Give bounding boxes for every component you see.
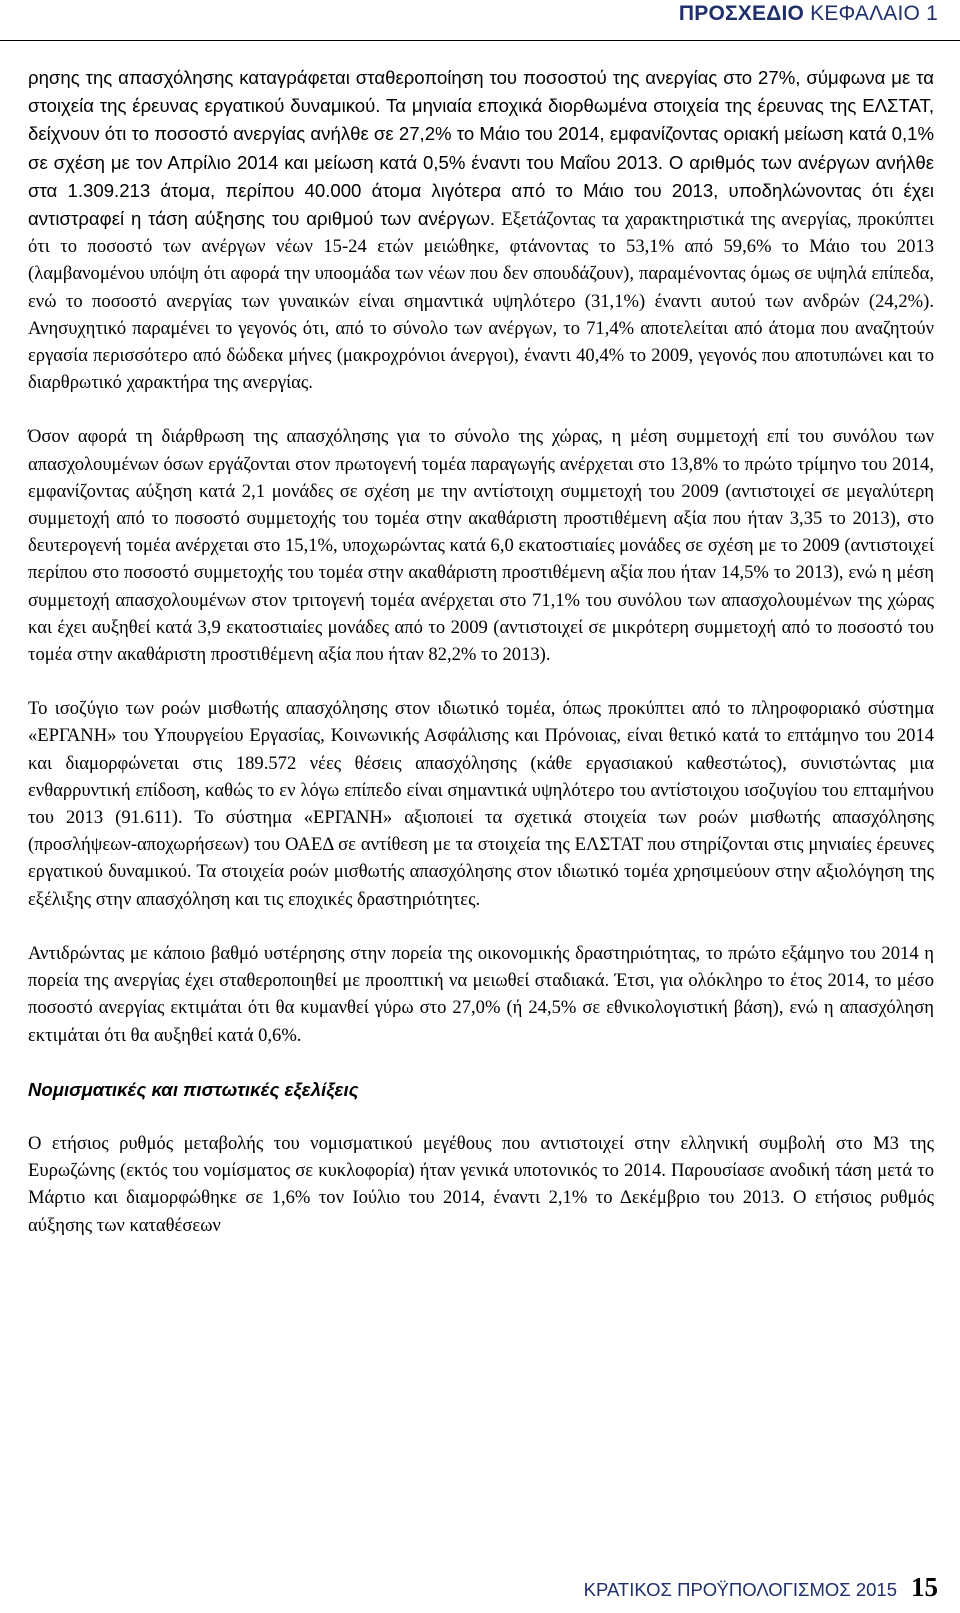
running-header	[679, 2, 938, 26]
header-divider	[0, 40, 960, 41]
paragraph-ergani-flows: Το ισοζύγιο των ροών μισθωτής απασχόλησης στον ιδιωτικό τομέα, όπως προκύπτει από το πληροφοριακό σύστημα «ΕΡΓΑΝΗ» του Υπουργείου Εργασίας, Κοινωνικής Ασφάλισης και Πρόνοιας, είναι θετικό κατά το επτάμηνο του 2014 και διαμορφώνεται στις 189.572 νέες θέσεις απασχόλησης (κάθε εργασιακού καθεστώτος), συνιστώντας μια ενθαρρυντική επίδοση, καθώς το εν λόγω επίπεδο είναι σημαντικά υψηλότερο του αντίστοιχου ισοζυγίου του επταμήνου του 2013 (91.611). Το σύστημα «ΕΡΓΑΝΗ» αξιοποιεί τα σχετικά στοιχεία των ροών μισθωτής απασχόλησης (προσλήψεων-αποχωρήσεων) του ΟΑΕΔ σε αντίθεση με τα στοιχεία της ΕΛΣΤΑΤ που στηρίζονται στις μηνιαίες έρευνες εργατικού δυναμικού. Τα στοιχεία ροών μισθωτής απασχόλησης στον ιδιωτικό τομέα χρησιμεύουν στην αξιολόγηση της εξέλιξης στην απασχόληση και τις εποχικές δραστηριότητες.	[28, 698, 934, 910]
paragraph-unemployment-sans-part: ρησης της απασχόλησης καταγράφεται σταθεροποίηση του ποσοστού της ανεργίας στο 27%, σύμφωνα με τα στοιχεία της έρευνας εργατικού δυναμικού. Τα μηνιαία εποχικά διορθωμένα στοιχεία της έρευνας της ΕΛΣΤΑΤ, δείχνουν ότι το ποσοστό ανεργίας ανήλθε σε 27,2% το Μάιο του 2014, εμφανίζοντας οριακή μείωση κατά 0,1% σε σχέση με τον Απρίλιο 2014 και μείωση κατά 0,5% έναντι του Μαΐου 2013. Ο αριθμός των ανέργων ανήλθε στα 1.309.213 άτομα, περίπου 40.000 άτομα λιγότερα από το Μάιο του 2013, υποδηλώνοντας ότι έχει αντιστραφεί η τάση αύξησης του αριθμού των ανέργων.	[28, 67, 934, 230]
section-heading-monetary: Νομισματικές και πιστωτικές εξελίξεις	[28, 1078, 359, 1100]
header-section-label: ΠΡΟΣΧΕΔΙΟ	[678, 2, 805, 25]
running-footer	[584, 1572, 938, 1603]
page-number: 15	[911, 1572, 938, 1602]
paragraph-monetary: Ο ετήσιος ρυθμός μεταβολής του νομισματικού μεγέθους που αντιστοιχεί στην ελληνική συμβολή στο Μ3 της Ευρωζώνης (εκτός του νομίσματος σε κυκλοφορία) ήταν γενικά υποτονικός το 2014. Παρουσίασε ανοδική τάση μετά το Μάρτιο και διαμορφώθηκε σε 1,6% τον Ιούλιο του 2014, έναντι 2,1% το Δεκέμβριο του 2013. Ο ετήσιος ρυθμός αύξησης των καταθέσεων	[28, 1132, 934, 1236]
paragraph-unemployment	[28, 64, 934, 396]
document-body	[28, 64, 934, 1239]
header-chapter-label: ΚΕΦΑΛΑΙΟ 1	[810, 2, 938, 25]
paragraph-unemployment-serif-part: Εξετάζοντας τα χαρακτηριστικά της ανεργίας, προκύπτει ότι το ποσοστό των ανέργων νέων 15-24 ετών μειώθηκε, φτάνοντας το 53,1% από 59,6% το Μάιο του 2013 (λαμβανομένου υπόψη ότι αφορά την υποομάδα των νέων που δεν σπουδάζουν), παραμένοντας όμως σε υψηλά επίπεδα, ενώ το ποσοστό ανεργίας των γυναικών είναι σημαντικά υψηλότερο (31,1%) έναντι αυτού των ανδρών (24,2%). Ανησυχητικό παραμένει το γεγονός ότι, από το σύνολο των ανέργων, το 71,4% αποτελείται από άτομα που αναζητούν εργασία περισσότερο από δώδεκα μήνες (μακροχρόνιοι άνεργοι), έναντι 40,4% το 2009, γεγονός που αποτυπώνει και το διαρθρωτικό χαρακτήρα της ανεργίας.	[28, 209, 934, 394]
footer-document-title: ΚΡΑΤΙΚΟΣ ΠΡΟΫΠΟΛΟΓΙΣΜΟΣ 2015	[583, 1579, 897, 1600]
paragraph-employment-structure: Όσον αφορά τη διάρθρωση της απασχόλησης για το σύνολο της χώρας, η μέση συμμετοχή επί του συνόλου των απασχολουμένων όσων εργάζονται στον πρωτογενή τομέα παραγωγής ανέρχεται στο 13,8% το πρώτο τρίμηνο του 2014, εμφανίζοντας αύξηση κατά 2,1 μονάδες σε σχέση με την αντίστοιχη συμμετοχή του 2009 (αντιστοιχεί σε μεγαλύτερη συμμετοχή από το ποσοστό συμμετοχής του τομέα στην ακαθάριστη προστιθέμενη αξία που ήταν 3,35 το 2013), στο δευτερογενή τομέα ανέρχεται στο 15,1%, υποχωρώντας κατά 6,0 εκατοστιαίες μονάδες σε σχέση με το 2009 (αντιστοιχεί περίπου στο ποσοστό συμμετοχής του τομέα στην ακαθάριστη προστιθέμενη αξία που ήταν 14,5% το 2013), ενώ η μέση συμμετοχή απασχολουμένων στον τριτογενή τομέα ανέρχεται στο 71,1% του συνόλου των απασχολουμένων της χώρας και έχει αυξηθεί κατά 3,9 εκατοστιαίες μονάδες από το 2009 (αντιστοιχεί σε μικρότερη συμμετοχή από το ποσοστό του τομέα στην ακαθάριστη προστιθέμενη αξία που ήταν 82,2% το 2013).	[28, 426, 934, 666]
paragraph-unemployment-outlook: Αντιδρώντας με κάποιο βαθμό υστέρησης στην πορεία της οικονομικής δραστηριότητας, το πρώτο εξάμηνο του 2014 η πορεία της ανεργίας έχει σταθεροποιηθεί με προοπτική να μειωθεί σταδιακά. Έτσι, για ολόκληρο το έτος 2014, το μέσο ποσοστό ανεργίας εκτιμάται ότι θα κυμανθεί γύρω στο 27,0% (ή 24,5% σε εθνικολογιστική βάση), ενώ η απασχόληση εκτιμάται ότι θα αυξηθεί κατά 0,6%.	[28, 942, 934, 1046]
